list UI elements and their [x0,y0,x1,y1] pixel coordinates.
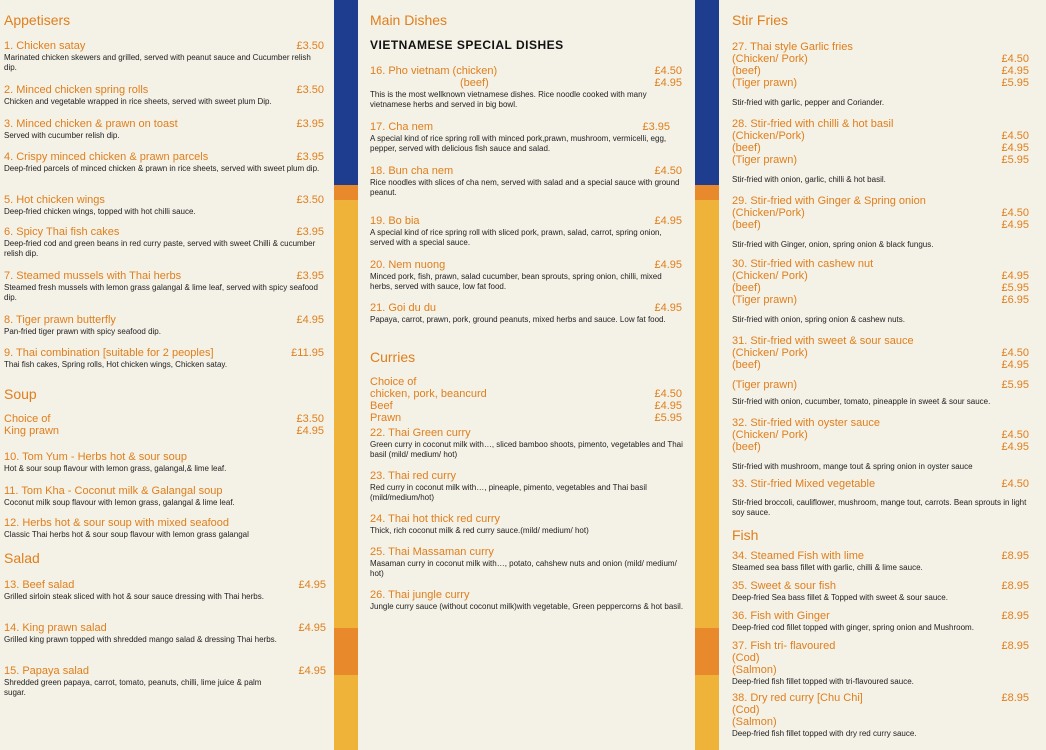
item-name: 35. Sweet & sour fish [732,580,836,592]
section-heading-soup: Soup [4,386,37,402]
item-name: 29. Stir-fried with Ginger & Spring onion [732,195,926,207]
menu-item [4,270,324,303]
item-price: £4.50 [1001,53,1029,65]
menu-item [4,665,326,698]
item-price: £4.50 [654,165,682,177]
item-description: Coconut milk soup flavour with lemon grass, galangal & lime leaf. [4,498,235,507]
divider-stripe [695,0,719,750]
item-description: Deep-fried cod fillet topped with ginger, spring onion and Mushroom. [732,623,974,632]
item-name: 26. Thai jungle curry [370,589,470,601]
menu-item [4,314,324,337]
item-description: Stir-fried with onion, spring onion & cashew nuts. [732,315,905,324]
menu-item [370,259,682,292]
menu-item [370,165,682,198]
item-name: 21. Goi du du [370,302,437,314]
menu-item [732,692,1029,739]
item-name: 27. Thai style Garlic fries [732,41,853,53]
item-price: £4.95 [654,302,682,314]
item-description: Stir-fried broccoli, cauliflower, mushroom, mange tout, carrots. Bean sprouts in light soy sauce. [732,498,1027,517]
item-name: 10. Tom Yum - Herbs hot & sour soup [4,451,188,463]
section-heading-stir-fries: Stir Fries [732,12,788,28]
menu-item [4,40,324,73]
menu-item [732,335,1029,407]
item-price: £5.95 [1001,282,1029,294]
item-price: £4.95 [298,622,326,634]
item-name: 13. Beef salad [4,579,75,591]
item-price: £4.50 [654,65,682,77]
curry-choice [370,376,682,424]
item-price: £4.50 [1001,130,1029,142]
item-description: Rice noodles with slices of cha nem, served with salad and a special sauce with ground peanut. [370,178,680,197]
menu-item [732,550,1029,573]
section-heading-curries: Curries [370,349,416,365]
menu-item [4,451,324,474]
choice-label: King prawn [4,425,60,437]
item-name: 38. Dry red curry [Chu Chi] [732,692,863,704]
menu-item [4,517,324,540]
item-price: £3.95 [642,121,670,133]
item-variant: (beef) [732,142,761,154]
item-price: £5.95 [1001,379,1029,391]
choice-label: Prawn [370,412,402,424]
item-description: Deep-fried cod and green beans in red curry paste, served with sweet Chilli & cucumber relish dip. [4,239,316,258]
menu-item [4,84,324,107]
item-description: Green curry in coconut milk with…, sliced bamboo shoots, pimento, vegetables and Thai basil (mild/ medium/ hot) [370,440,683,459]
menu-item [370,513,686,536]
menu-item [4,194,324,217]
item-description: Steamed fresh mussels with lemon grass galangal & lime leaf, served with spicy seafood dip. [4,283,318,302]
item-variant: (beef) [732,282,761,294]
menu-item [370,546,686,579]
choice-label: chicken, pork, beancurd [370,388,487,400]
item-price: £6.95 [1001,294,1029,306]
item-description: Deep-fried Sea bass fillet & Topped with sweet & sour sauce. [732,593,948,602]
item-name: 5. Hot chicken wings [4,194,105,206]
item-description: Stir-fried with onion, cucumber, tomato, pineapple in sweet & sour sauce. [732,397,991,406]
item-description: Masaman curry in coconut milk with…, potato, cahshew nuts and onion (mild/ medium/ hot) [370,559,677,578]
item-name: 9. Thai combination [suitable for 2 peoples] [4,347,214,359]
item-variant: (beef) [732,65,761,77]
item-variant: (Chicken/ Pork) [732,270,808,282]
item-price: £4.95 [654,259,682,271]
item-name: 20. Nem nuong [370,259,446,271]
item-name: 34. Steamed Fish with lime [732,550,865,562]
choice-label: Choice of [4,413,51,425]
menu-item [4,622,326,645]
item-description: A special kind of rice spring roll with minced pork,prawn, mushroom, vermicelli, egg, pepper, served with delicious fish sauce and salad. [370,134,667,153]
item-price: £4.95 [1001,359,1029,371]
item-price: £3.95 [296,226,324,238]
menu-item [732,195,1029,250]
menu-item [370,65,682,110]
item-name: 8. Tiger prawn butterfly [4,314,116,326]
item-description: Pan-fried tiger prawn with spicy seafood dip. [4,327,161,336]
item-name: 11. Tom Kha - Coconut milk & Galangal soup [4,485,223,497]
item-description: Stir-fried with mushroom, mange tout & spring onion in oyster sauce [732,462,973,471]
menu-item [370,470,686,503]
item-variant: (beef) [732,441,761,453]
item-description: Deep-fried fish fillet topped with tri-flavoured sauce. [732,677,914,686]
menu-item [370,589,686,612]
item-description: Chicken and vegetable wrapped in rice sheets, served with sweet plum Dip. [4,97,272,106]
item-description: Papaya, carrot, prawn, pork, ground peanuts, mixed herbs and sauce. Low fat food. [370,315,666,324]
item-name: 1. Chicken satay [4,40,86,52]
item-description: Hot & sour soup flavour with lemon grass, galangal,& lime leaf. [4,464,227,473]
item-price: £4.95 [1001,65,1029,77]
item-variant: (Chicken/ Pork) [732,347,808,359]
item-price: £4.95 [298,579,326,591]
menu-item [4,579,326,602]
item-name: 31. Stir-fried with sweet & sour sauce [732,335,914,347]
item-description: Deep-fried chicken wings, topped with hot chilli sauce. [4,207,196,216]
choice-price: £4.95 [296,425,324,437]
item-description: Shredded green papaya, carrot, tomato, peanuts, chilli, lime juice & palm sugar. [4,678,262,697]
menu-item [370,121,682,154]
item-variant: (Chicken/Pork) [732,130,805,142]
item-price: £4.50 [1001,429,1029,441]
subheading-vietnamese: VIETNAMESE SPECIAL DISHES [370,38,564,52]
menu-item [4,485,324,508]
item-price: £4.95 [654,215,682,227]
item-name: 25. Thai Massaman curry [370,546,494,558]
item-description: Stir-fried with onion, garlic, chilli & hot basil. [732,175,886,184]
item-variant: (Cod) [732,652,760,664]
item-name: 23. Thai red curry [370,470,457,482]
item-price: £4.95 [1001,270,1029,282]
item-variant: (Tiger prawn) [732,154,797,166]
menu-column-2 [358,0,694,750]
item-name: 4. Crispy minced chicken & prawn parcels [4,151,209,163]
item-name: 6. Spicy Thai fish cakes [4,226,120,238]
section-heading-appetisers: Appetisers [4,12,71,28]
item-price: £5.95 [1001,154,1029,166]
item-name: 28. Stir-fried with chilli & hot basil [732,118,894,130]
item-name: 3. Minced chicken & prawn on toast [4,118,178,130]
section-heading-fish: Fish [732,527,759,543]
item-name: 36. Fish with Ginger [732,610,830,622]
item-name: 37. Fish tri- flavoured [732,640,836,652]
item-variant: (Tiger prawn) [732,294,797,306]
divider-stripe [334,0,358,750]
item-price: £4.95 [298,665,326,677]
item-price: £8.95 [1001,580,1029,592]
item-price: £11.95 [291,347,324,359]
menu-item [732,610,1032,633]
choice-price: £4.50 [654,388,682,400]
menu-item [732,580,1029,603]
item-description: Thai fish cakes, Spring rolls, Hot chicken wings, Chicken satay. [4,360,228,369]
item-price: £8.95 [1001,640,1029,652]
item-price: £5.95 [1001,77,1029,89]
item-price: £3.95 [296,118,324,130]
menu-item [732,258,1029,325]
menu-item [732,41,1029,108]
item-name: 18. Bun cha nem [370,165,454,177]
item-description: Minced pork, fish, prawn, salad cucumber, bean sprouts, spring onion, chilli, mixed herbs, served with sauce, low fat food. [370,272,662,291]
item-description: A special kind of rice spring roll with sliced pork, prawn, salad, carrot, spring onion, served with a special sauce. [370,228,662,247]
item-price: £4.50 [1001,478,1029,490]
menu-item [732,640,1029,687]
item-price: £4.95 [296,314,324,326]
menu-column-1 [0,0,334,750]
menu-item [4,347,324,370]
item-price: £4.50 [1001,347,1029,359]
section-heading-salad: Salad [4,550,40,566]
choice-label: Choice of [370,376,417,388]
item-price: £3.50 [296,40,324,52]
choice-price: £4.95 [654,400,682,412]
item-name: 32. Stir-fried with oyster sauce [732,417,880,429]
item-price: £4.95 [1001,441,1029,453]
item-description: Classic Thai herbs hot & sour soup flavour with lemon grass galangal [4,530,249,539]
menu-item [370,302,682,325]
menu-item [4,151,324,174]
item-variant: (Chicken/ Pork) [732,429,808,441]
item-variant: (Tiger prawn) [732,379,797,391]
item-price: £3.50 [296,194,324,206]
item-price: £8.95 [1001,610,1029,622]
menu-item [732,478,1029,518]
item-name: 14. King prawn salad [4,622,107,634]
item-description: Steamed sea bass fillet with garlic, chilli & lime sauce. [732,563,923,572]
item-description: Deep-fried parcels of minced chicken & prawn in rice sheets, served with sweet plum dip. [4,164,320,173]
menu-item [370,215,682,248]
item-price: £4.95 [654,77,682,89]
item-variant: (beef) [460,77,489,89]
item-description: Stir-fried with Ginger, onion, spring onion & black fungus. [732,240,934,249]
item-description: Deep-fried fish fillet topped with dry red curry sauce. [732,729,917,738]
section-heading-main-dishes: Main Dishes [370,12,448,28]
item-name: 19. Bo bia [370,215,420,227]
item-variant: (Salmon) [732,716,777,728]
item-description: Stir-fried with garlic, pepper and Coriander. [732,98,885,107]
choice-label: Beef [370,400,393,412]
item-name: 15. Papaya salad [4,665,90,677]
menu-column-3 [719,0,1046,750]
item-variant: (Salmon) [732,664,777,676]
item-description: Served with cucumber relish dip. [4,131,120,140]
menu-item [4,226,324,259]
item-name: 2. Minced chicken spring rolls [4,84,149,96]
item-name: 12. Herbs hot & sour soup with mixed seafood [4,517,230,529]
item-description: Marinated chicken skewers and grilled, served with peanut sauce and Cucumber relish dip. [4,53,311,72]
item-price: £4.50 [1001,207,1029,219]
menu-item [732,118,1029,185]
item-name: 24. Thai hot thick red curry [370,513,501,525]
item-name: 7. Steamed mussels with Thai herbs [4,270,182,282]
item-name: 16. Pho vietnam (chicken) [370,65,498,77]
item-description: Red curry in coconut milk with…, pineaple, pimento, vegetables and Thai basil (mild/medium/hot) [370,483,647,502]
item-description: Grilled sirloin steak sliced with hot & sour sauce dressing with Thai herbs. [4,592,264,601]
menu-item [4,118,324,141]
item-description: This is the most wellknown vietnamese dishes. Rice noodle cooked with many vietnamese herbs and served in big bowl. [370,90,647,109]
item-name: 33. Stir-fried Mixed vegetable [732,478,876,490]
item-variant: (Chicken/ Pork) [732,53,808,65]
item-variant: (beef) [732,359,761,371]
item-price: £8.95 [1001,550,1029,562]
item-price: £3.95 [296,270,324,282]
choice-price: £5.95 [654,412,682,424]
item-price: £3.95 [296,151,324,163]
item-variant: (beef) [732,219,761,231]
choice-price: £3.50 [296,413,324,425]
item-price: £8.95 [1001,692,1029,704]
item-description: Grilled king prawn topped with shredded mango salad & dressing Thai herbs. [4,635,277,644]
item-price: £3.50 [296,84,324,96]
item-variant: (Cod) [732,704,760,716]
menu-item [370,427,686,460]
item-name: 17. Cha nem [370,121,433,133]
item-description: Thick, rich coconut milk & red curry sauce.(mild/ medium/ hot) [370,526,589,535]
item-name: 30. Stir-fried with cashew nut [732,258,874,270]
item-name: 22. Thai Green curry [370,427,471,439]
item-variant: (Chicken/Pork) [732,207,805,219]
item-description: Jungle curry sauce (without coconut milk)with vegetable, Green peppercorns & hot basil. [370,602,684,611]
item-price: £4.95 [1001,219,1029,231]
item-variant: (Tiger prawn) [732,77,797,89]
soup-choice [4,413,324,437]
item-price: £4.95 [1001,142,1029,154]
menu-item [732,417,1029,472]
